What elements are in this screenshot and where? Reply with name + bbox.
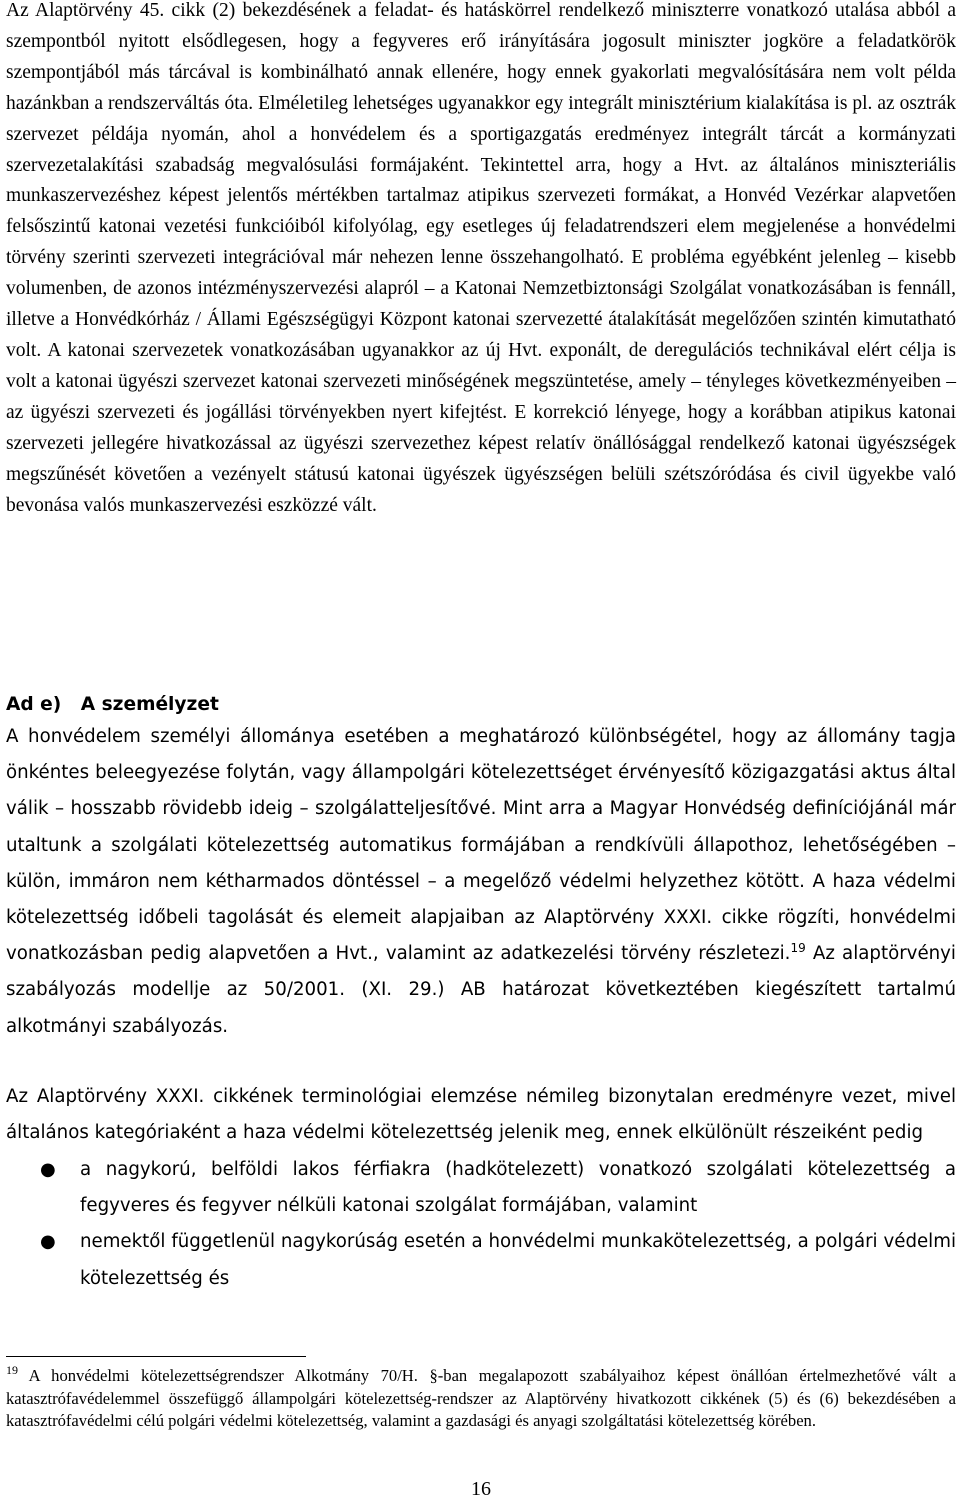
body-paragraph-1: Az Alaptörvény 45. cikk (2) bekezdésének a feladat- és hatáskörrel rendelkező miniszterre vonatkozó utalása abból a szempontból nyitott elsődlegesen, hogy a fegyveres erő irányítására jogosult miniszter jogköre a feladatkörök szempontjából más tárcával is kombinálható annak ellenére, hogy ennek gyakorlati megvalósítására nem volt példa hazánkban a rendszerváltás óta. Elméletileg lehetséges ugyanakkor egy integrált minisztérium kialakítása is pl. az osztrák szervezet példája nyomán, ahol a honvédelem és a sportigazgatás eredményez integrált tárcát a kormányzati szervezetalakítási szabadság megvalósulási formájaként. Tekintettel arra, hogy a Hvt. az általános miniszteriális munkaszervezéshez képest jelentős mértékben tartalmaz atipikus szervezeti formákat, a Honvéd Vezérkar alapvetően felsőszintű katonai vezetési funkcióiból kifolyólag, egy esetleges új feladatrendszeri elem megjelenése a honvédelmi törvény szerinti szervezeti integrációval már nehezen lenne összehangolható. E probléma egyébként jelenleg – kisebb volumenben, de azonos intézményszervezési alapról – a Katonai Nemzetbiztonsági Szolgálat vonatkozásában is fennáll, illetve a Honvédkórház / Állami Egészségügyi Központ katonai szervezetté átalakítását megelőzően szintén kimutatható volt. A katonai szervezetek vonatkozásában ugyanakkor az új Hvt. exponált, de deregulációs technikával elért célja is volt a katonai ügyészi szervezet katonai szervezeti minőségének megszüntetése, amely – tényleges következményeiben – az ügyészi szervezeti és jogállási törvényekben nyert kifejtést. E korrekció lényege, hogy a korábban atipikus katonai szervezeti jellegére hivatkozással az ügyészi szervezethez képest relatív önállósággal rendelkező katonai ügyészségek megszűnését követően a vezényelt státusú katonai ügyészek ügyészségen belüli szétszóródása és civil ügyekbe való bevonása valós munkaszervezési eszközzé vált.: [6, 0, 956, 516]
footnote: [6, 1365, 956, 1433]
list-item: [6, 1152, 956, 1224]
list-item-text: a nagykorú, belföldi lakos férfiakra (hadkötelezett) vonatkozó szolgálati kötelezettség a fegyveres és fegyver nélküli katonai szolgálat formájában, valamint: [80, 1159, 956, 1217]
bullet-icon: ●: [40, 1231, 56, 1253]
footnote-number: 19: [6, 1363, 18, 1377]
footnote-text: A honvédelmi kötelezettségrendszer Alkotmány 70/H. §-ban megalapozott szabályaihoz képest önállóan értelmezhetővé vált a katasztrófavédelemmel összefüggő állampolgári kötelezettség-rendszer az Alaptörvény hivatkozott cikkének (5) és (6) bekezdésében a katasztrófavédelmi célú polgári védelmi kötelezettség, valamint a gazdasági és anyagi szolgáltatási kötelezettség körében.: [6, 1366, 956, 1431]
paragraph-2-main-text: A honvédelem személyi állománya esetében a meghatározó különbségétel, hogy az állomány tagja önkéntes beleegyezése folytán, vagy állampolgári kötelezettséget érvényesítő közigazgatási aktus által válik – hosszabb rövidebb ideig – szolgálatteljesítővé. Mint arra a Magyar Honvédség definíciójánál már utaltunk a szolgálati kötelezettség automatikus formájában a rendkívüli állapothoz, lehetőségében – külön, immáron nem kétharmados döntéssel – a megelőző védelmi helyzethez kötött. A haza védelmi kötelezettség időbeli tagolását és elemeit alapjaiban az Alaptörvény XXXI. cikke rögzíti, honvédelmi vonatkozásban pedig alapvetően a Hvt., valamint az adatkezelési törvény részletezi.: [6, 726, 956, 965]
footnote-divider: [6, 1356, 306, 1357]
page-number: 16: [471, 1478, 491, 1500]
footnote-reference[interactable]: 19: [790, 941, 806, 956]
section-heading: Ad e) A személyzet: [6, 694, 219, 715]
list-item: [6, 1224, 956, 1296]
body-paragraph-3: Az Alaptörvény XXXI. cikkének terminológiai elemzése némileg bizonytalan eredményre vezet, mivel általános kategóriaként a haza védelmi kötelezettség jelenik meg, ennek elkülönült részeiként pedig: [6, 1086, 956, 1144]
body-paragraph-2: [6, 719, 956, 1045]
paragraph-2-tail-text: Az alaptörvényi szabályozás modellje az 50/2001. (XI. 29.) AB határozat következtében kiegészített tartalmú alkotmányi szabályozás.: [6, 943, 956, 1037]
bullet-icon: ●: [40, 1159, 56, 1180]
list-item-text: nemektől függetlenül nagykorúság esetén a honvédelmi munkakötelezettség, a polgári védelmi kötelezettség és: [80, 1231, 956, 1289]
bullet-list: [6, 1152, 956, 1297]
